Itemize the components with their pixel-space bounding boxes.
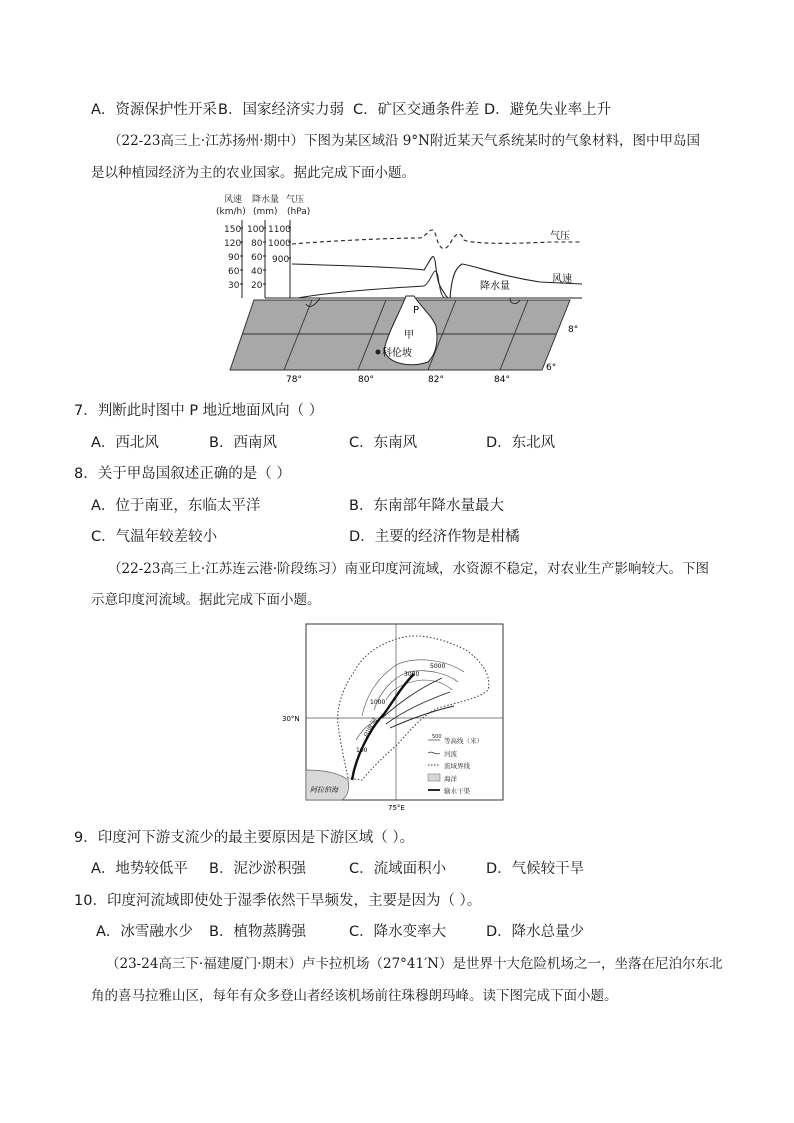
lon-78-label: 78°: [286, 375, 302, 382]
q9-option-c: C．流域面积小: [349, 861, 447, 877]
legend-river: 河流: [444, 750, 457, 758]
contour-label-100: 100: [356, 747, 368, 754]
q8-stem: 8．关于甲岛国叙述正确的是（ ）: [74, 466, 291, 482]
colombo-marker: [376, 350, 381, 355]
legend-sea: 海洋: [444, 775, 457, 783]
q10-option-d: D．降水总量少: [486, 924, 585, 940]
wind-header: 风速: [224, 195, 243, 205]
pressure-header: 气压: [286, 195, 305, 205]
q10-options: [96, 922, 716, 942]
q8-options-row-2: [91, 527, 711, 547]
wind-tick-120: 120: [224, 239, 242, 249]
pressure-tick-900: 900: [272, 255, 290, 265]
intro-3-line-2: 角的喜马拉雅山区，每年有众多登山者经该机场前往珠穆朗玛峰。读下图完成下面小题。: [91, 988, 618, 1004]
wind-unit: (km/h): [216, 207, 246, 217]
legend-contour-sample: 500: [432, 734, 442, 740]
intro-3-line-1: （23-24高三下·福建厦门·期末）卢卡拉机场（27°41′N）是世界十大危险机场之一，坐落在尼泊尔东北: [106, 956, 723, 972]
rain-curve-label: 降水量: [480, 281, 510, 292]
q7-options: [91, 433, 711, 453]
contour-label-3000: 3000: [404, 671, 420, 678]
intro-1-line-1: （22-23高三上·江苏扬州·期中）下图为某区域沿 9°N附近某天气系统某时的气象材料，图中甲岛国: [108, 133, 700, 149]
rain-tick-100: 100: [247, 225, 265, 235]
legend-canal: 输水干渠: [444, 787, 470, 795]
q6-options: [91, 100, 711, 120]
lon-80-label: 80°: [358, 375, 374, 382]
q9-option-d: D．气候较干旱: [486, 861, 585, 877]
q10-option-b: B．植物蒸腾强: [209, 924, 306, 940]
q7-option-c: C．东南风: [349, 435, 418, 451]
rain-tick-20: 20: [251, 281, 263, 291]
q9-option-a: A．地势较低平: [91, 861, 188, 877]
rain-tick-80: 80: [251, 239, 263, 249]
q10-option-a: A．冰雪融水少: [96, 924, 193, 940]
lon-75-label: 75°E: [388, 804, 405, 812]
rain-tick-60: 60: [251, 253, 263, 263]
legend-contour: 等高线（米）: [444, 737, 483, 745]
q7-option-a: A．西北风: [91, 435, 159, 451]
sea-label: 阿拉伯海: [310, 786, 338, 794]
q10-option-c: C．降水变率大: [349, 924, 447, 940]
q8-option-b: B．东南部年降水量最大: [349, 498, 504, 514]
pressure-tick-1100: 1100: [268, 225, 291, 235]
pressure-unit: (hPa): [287, 207, 311, 217]
q7-option-b: B．西南风: [209, 435, 277, 451]
wind-tick-90: 90: [228, 253, 240, 263]
lon-82-label: 82°: [428, 375, 444, 382]
q8-options-row-1: [91, 496, 711, 516]
lat-8-label: 8°: [568, 325, 579, 335]
point-p-label: P: [413, 305, 420, 316]
rain-tick-40: 40: [251, 267, 263, 277]
intro-2-line-1: （22-23高三上·江苏连云港·阶段练习）南亚印度河流域，水资源不稳定，对农业生产影响较大。下图: [108, 561, 709, 577]
q6-option-d: D．避免失业率上升: [484, 102, 612, 118]
river-label: 印度河: [362, 716, 380, 739]
intro-1-line-2: 是以种植园经济为主的农业国家。据此完成下面小题。: [91, 165, 415, 181]
wind-tick-30: 30: [228, 281, 240, 291]
legend-boundary: 流域界线: [444, 762, 470, 770]
wind-curve-label: 风速: [552, 274, 572, 285]
q6-option-c: C．矿区交通条件差: [353, 102, 480, 118]
intro-2-line-2: 示意印度河流域。据此完成下面小题。: [91, 592, 321, 608]
rain-unit: (mm): [253, 207, 278, 217]
q8-option-c: C．气温年较差较小: [91, 529, 218, 545]
q10-stem: 10．印度河流域即使处于湿季依然干旱频发，主要是因为（ ）。: [74, 893, 482, 909]
wind-tick-60: 60: [228, 267, 240, 277]
lon-84-label: 84°: [494, 375, 510, 382]
q8-option-d: D．主要的经济作物是柑橘: [349, 529, 520, 545]
q8-option-a: A．位于南亚，东临太平洋: [91, 498, 261, 514]
rain-header: 降水量: [252, 195, 280, 205]
contour-label-1000: 1000: [370, 699, 386, 706]
rain-curve: [298, 271, 444, 298]
indus-basin-map: [282, 620, 507, 812]
q6-option-b: B．国家经济实力弱: [218, 102, 344, 118]
q7-option-d: D．东北风: [486, 435, 556, 451]
island-label: 甲: [404, 330, 414, 341]
weather-figure: [210, 192, 590, 382]
lat-6-label: 6°: [546, 363, 557, 373]
pressure-curve-label: 气压: [550, 231, 570, 242]
wind-tick-150: 150: [224, 225, 242, 235]
q9-stem: 9．印度河下游支流少的最主要原因是下游区域（ ）。: [74, 830, 415, 846]
wind-curve: [292, 257, 582, 298]
contour-label-5000: 5000: [430, 663, 446, 670]
colombo-label: 科伦坡: [382, 348, 412, 359]
lat-30-label: 30°N: [282, 715, 300, 723]
q9-option-b: B．泥沙淤积强: [209, 861, 306, 877]
q6-option-a: A．资源保护性开采: [91, 102, 217, 118]
q9-options: [91, 859, 711, 879]
q7-stem: 7．判断此时图中 P 地近地面风向（ ）: [74, 403, 324, 419]
pressure-curve: [292, 230, 582, 249]
pressure-tick-1000: 1000: [268, 239, 291, 249]
